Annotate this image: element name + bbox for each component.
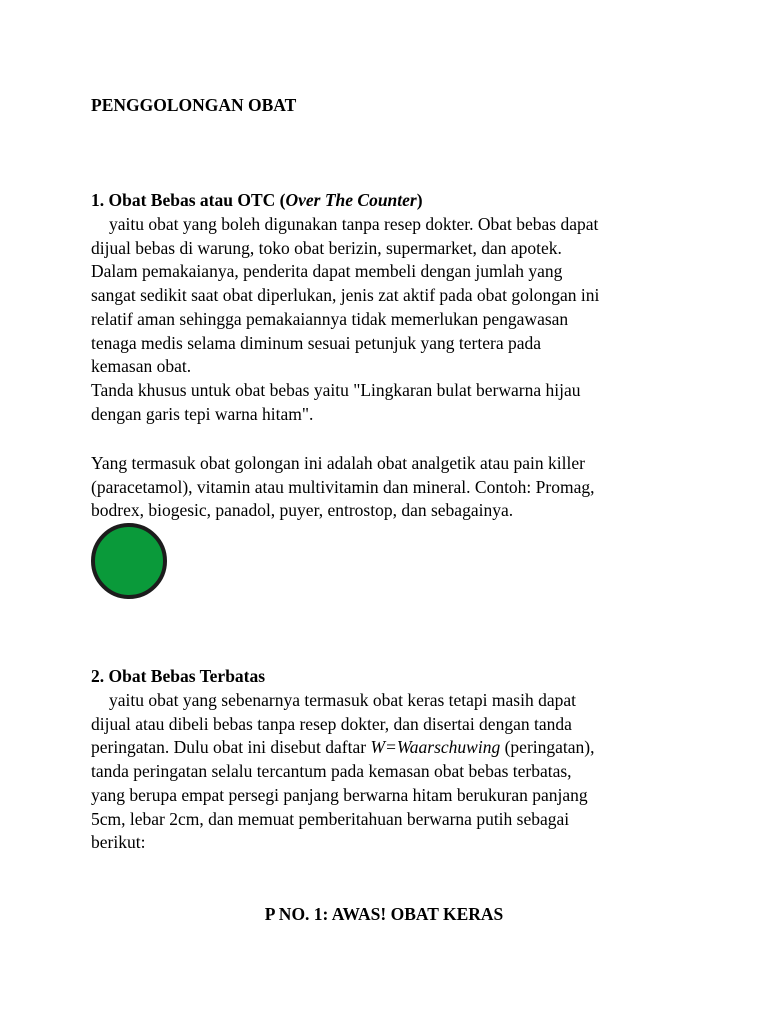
text-line: dengan garis tepi warna hitam". [91, 403, 314, 424]
text-line: kemasan obat. [91, 356, 192, 377]
text-line: tenaga medis selama diminum sesuai petunjuk yang tertera pada [91, 332, 541, 353]
text-line-suffix: (peringatan), [500, 737, 595, 758]
text-line: (paracetamol), vitamin atau multivitamin dan mineral. Contoh: Promag, [91, 476, 595, 497]
text-line: tanda peringatan selalu tercantum pada kemasan obat bebas terbatas, [91, 761, 572, 782]
text-line: dijual bebas di warung, toko obat berizin, supermarket, dan apotek. [91, 237, 562, 258]
text-line: sangat sedikit saat obat diperlukan, jenis zat aktif pada obat golongan ini [91, 285, 600, 306]
text-line: Dalam pemakaianya, penderita dapat membeli dengan jumlah yang [91, 261, 563, 282]
text-line: bodrex, biogesic, panadol, puyer, entrostop, dan sebagainya. [91, 500, 514, 521]
text-line: berikut: [91, 832, 146, 853]
text-line: yaitu obat yang boleh digunakan tanpa resep dokter. Obat bebas dapat [109, 214, 599, 234]
section-2-heading: 2. Obat Bebas Terbatas [91, 666, 266, 686]
free-drug-green-circle-icon [91, 523, 167, 599]
text-line-prefix: peringatan. Dulu obat ini disebut daftar [91, 737, 371, 758]
section-1-heading-italic: Over The Counter [285, 190, 417, 210]
section-2-paragraph [91, 689, 691, 855]
text-line: relatif aman sehingga pemakaiannya tidak memerlukan pengawasan [91, 308, 569, 329]
section-1-heading-suffix: ) [416, 190, 423, 210]
text-line: dijual atau dibeli bebas tanpa resep dokter, dan disertai dengan tanda [91, 713, 572, 734]
section-1-paragraph-1 [91, 213, 691, 426]
page-title: PENGGOLONGAN OBAT [91, 95, 297, 115]
warning-heading: P NO. 1: AWAS! OBAT KERAS [264, 904, 504, 924]
text-line [91, 736, 691, 760]
text-line: 5cm, lebar 2cm, dan memuat pemberitahuan berwarna putih sebagai [91, 808, 570, 829]
text-line: Tanda khusus untuk obat bebas yaitu "Lingkaran bulat berwarna hijau [91, 379, 581, 400]
section-1-paragraph-2 [91, 452, 691, 523]
text-line: yaitu obat yang sebenarnya termasuk obat keras tetapi masih dapat [109, 690, 576, 710]
text-line: Yang termasuk obat golongan ini adalah obat analgetik atau pain killer [91, 453, 585, 473]
section-1-heading-prefix: 1. Obat Bebas atau OTC ( [91, 190, 286, 210]
section-1-heading [91, 189, 423, 212]
text-line: yang berupa empat persegi panjang berwarna hitam berukuran panjang [91, 784, 588, 805]
waarschuwing-term: W=Waarschuwing [370, 737, 501, 758]
